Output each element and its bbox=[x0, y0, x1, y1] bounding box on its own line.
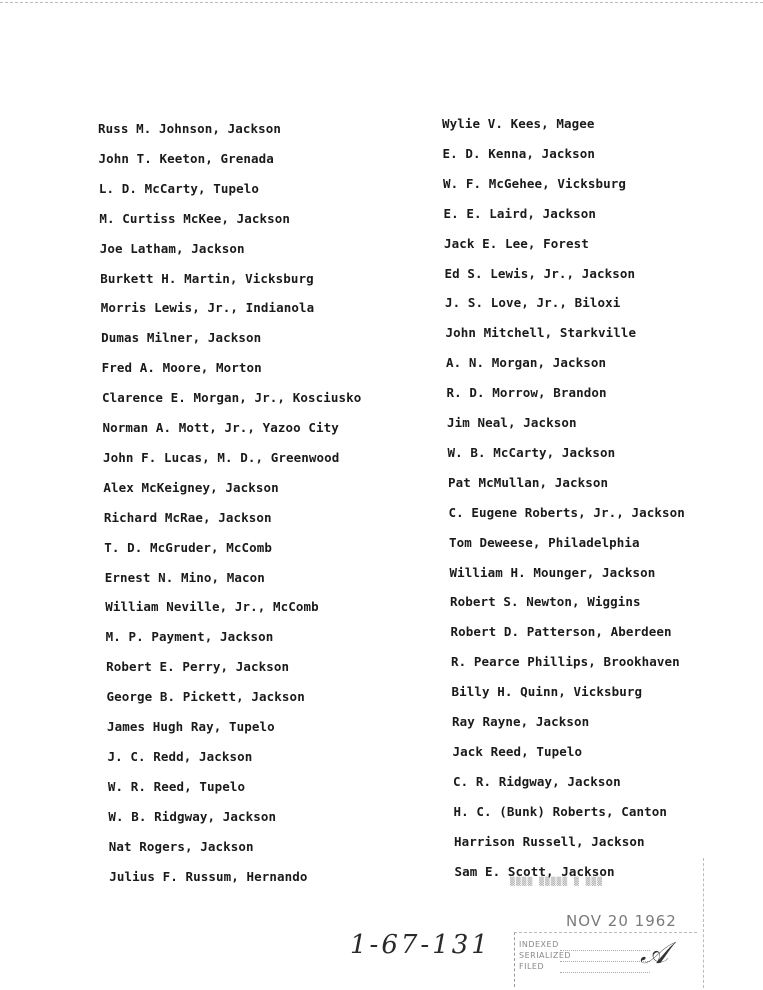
handwritten-file-number: 1-67-131 bbox=[350, 930, 491, 960]
right-name-entry: W. B. McCarty, Jackson bbox=[447, 444, 616, 460]
right-name-entry: Robert S. Newton, Wiggins bbox=[450, 594, 641, 610]
right-name-entry: E. E. Laird, Jackson bbox=[443, 205, 597, 221]
left-name-entry: Dumas Milner, Jackson bbox=[101, 330, 262, 346]
left-name-entry: John T. Keeton, Grenada bbox=[98, 150, 274, 166]
left-name-entry: John F. Lucas, M. D., Greenwood bbox=[102, 449, 340, 465]
left-name-entry: George B. Pickett, Jackson bbox=[106, 689, 305, 705]
right-name-entry: H. C. (Bunk) Roberts, Canton bbox=[453, 803, 668, 819]
left-name-entry: Norman A. Mott, Jr., Yazoo City bbox=[102, 420, 339, 435]
left-name-entry: T. D. McGruder, McComb bbox=[104, 539, 273, 555]
right-edge-marks bbox=[695, 858, 704, 988]
right-name-entry: Jack Reed, Tupelo bbox=[452, 743, 583, 759]
left-name-entry: Clarence E. Morgan, Jr., Kosciusko bbox=[102, 390, 362, 406]
left-name-entry: Alex McKeigney, Jackson bbox=[103, 479, 279, 495]
left-name-entry: Nat Rogers, Jackson bbox=[108, 838, 254, 854]
left-name-entry: L. D. McCarty, Tupelo bbox=[98, 180, 260, 196]
right-name-entry: R. D. Morrow, Brandon bbox=[446, 385, 607, 401]
left-name-entry: Ernest N. Mino, Macon bbox=[104, 569, 265, 585]
left-name-entry: James Hugh Ray, Tupelo bbox=[107, 719, 275, 734]
right-name-entry: Jim Neal, Jackson bbox=[447, 415, 577, 430]
left-name-entry: William Neville, Jr., McComb bbox=[105, 599, 319, 615]
right-name-entry: C. R. Ridgway, Jackson bbox=[453, 773, 621, 789]
left-name-entry: Burkett H. Martin, Vicksburg bbox=[100, 270, 314, 286]
right-name-entry: Tom Deweese, Philadelphia bbox=[449, 534, 640, 550]
right-name-entry: C. Eugene Roberts, Jr., Jackson bbox=[448, 504, 685, 520]
stamp-label-filed: FILED bbox=[519, 962, 545, 971]
left-name-entry: Fred A. Moore, Morton bbox=[101, 360, 262, 376]
left-name-entry: Joe Latham, Jackson bbox=[99, 240, 245, 256]
left-name-entry: M. Curtiss McKee, Jackson bbox=[99, 210, 290, 226]
right-name-entry: Billy H. Quinn, Vicksburg bbox=[451, 684, 643, 700]
stamp-dotted-line bbox=[560, 950, 650, 951]
left-name-entry: W. B. Ridgway, Jackson bbox=[108, 808, 277, 824]
right-name-entry: W. F. McGehee, Vicksburg bbox=[443, 175, 627, 191]
right-name-entry: Wylie V. Kees, Magee bbox=[442, 116, 595, 131]
right-name-entry: Robert D. Patterson, Aberdeen bbox=[450, 624, 672, 640]
stamp-dotted-line bbox=[560, 972, 650, 973]
stamp-dotted-line bbox=[560, 961, 650, 962]
right-name-entry: Ed S. Lewis, Jr., Jackson bbox=[444, 265, 636, 281]
right-name-entry: Sam E. Scott, Jackson bbox=[454, 863, 615, 879]
left-name-entry: M. P. Payment, Jackson bbox=[105, 629, 274, 645]
right-name-entry: Ray Rayne, Jackson bbox=[452, 714, 590, 729]
right-name-entry: A. N. Morgan, Jackson bbox=[446, 355, 607, 371]
right-name-entry: Pat McMullan, Jackson bbox=[448, 474, 609, 490]
stamp-overprint: ▒▒▒▒ ▒▒▒▒▒ ▒ ▒▒▒ bbox=[510, 877, 604, 886]
left-name-entry: J. C. Redd, Jackson bbox=[107, 748, 253, 764]
right-name-entry: William H. Mounger, Jackson bbox=[449, 564, 656, 580]
left-name-entry: Russ M. Johnson, Jackson bbox=[98, 121, 282, 136]
stamp-initials: 𝒜 bbox=[640, 936, 669, 971]
left-name-entry: W. R. Reed, Tupelo bbox=[107, 778, 246, 794]
right-name-entry: J. S. Love, Jr., Biloxi bbox=[445, 295, 621, 311]
right-name-entry: R. Pearce Phillips, Brookhaven bbox=[451, 654, 680, 670]
right-name-entry: John Mitchell, Starkville bbox=[445, 325, 637, 341]
right-name-entry: Jack E. Lee, Forest bbox=[444, 235, 589, 251]
left-name-entry: Richard McRae, Jackson bbox=[103, 509, 272, 525]
left-name-entry: Morris Lewis, Jr., Indianola bbox=[100, 300, 315, 316]
right-name-entry: Harrison Russell, Jackson bbox=[454, 833, 645, 849]
stamp-date: NOV 20 1962 bbox=[566, 912, 677, 930]
stamp-label-indexed: INDEXED bbox=[519, 940, 559, 949]
stamp-label-serialized: SERIALIZED bbox=[519, 951, 572, 960]
left-name-entry: Julius F. Russum, Hernando bbox=[109, 868, 308, 884]
left-name-entry: Robert E. Perry, Jackson bbox=[106, 659, 290, 675]
top-dashed-edge bbox=[0, 2, 763, 3]
right-name-entry: E. D. Kenna, Jackson bbox=[442, 145, 596, 161]
